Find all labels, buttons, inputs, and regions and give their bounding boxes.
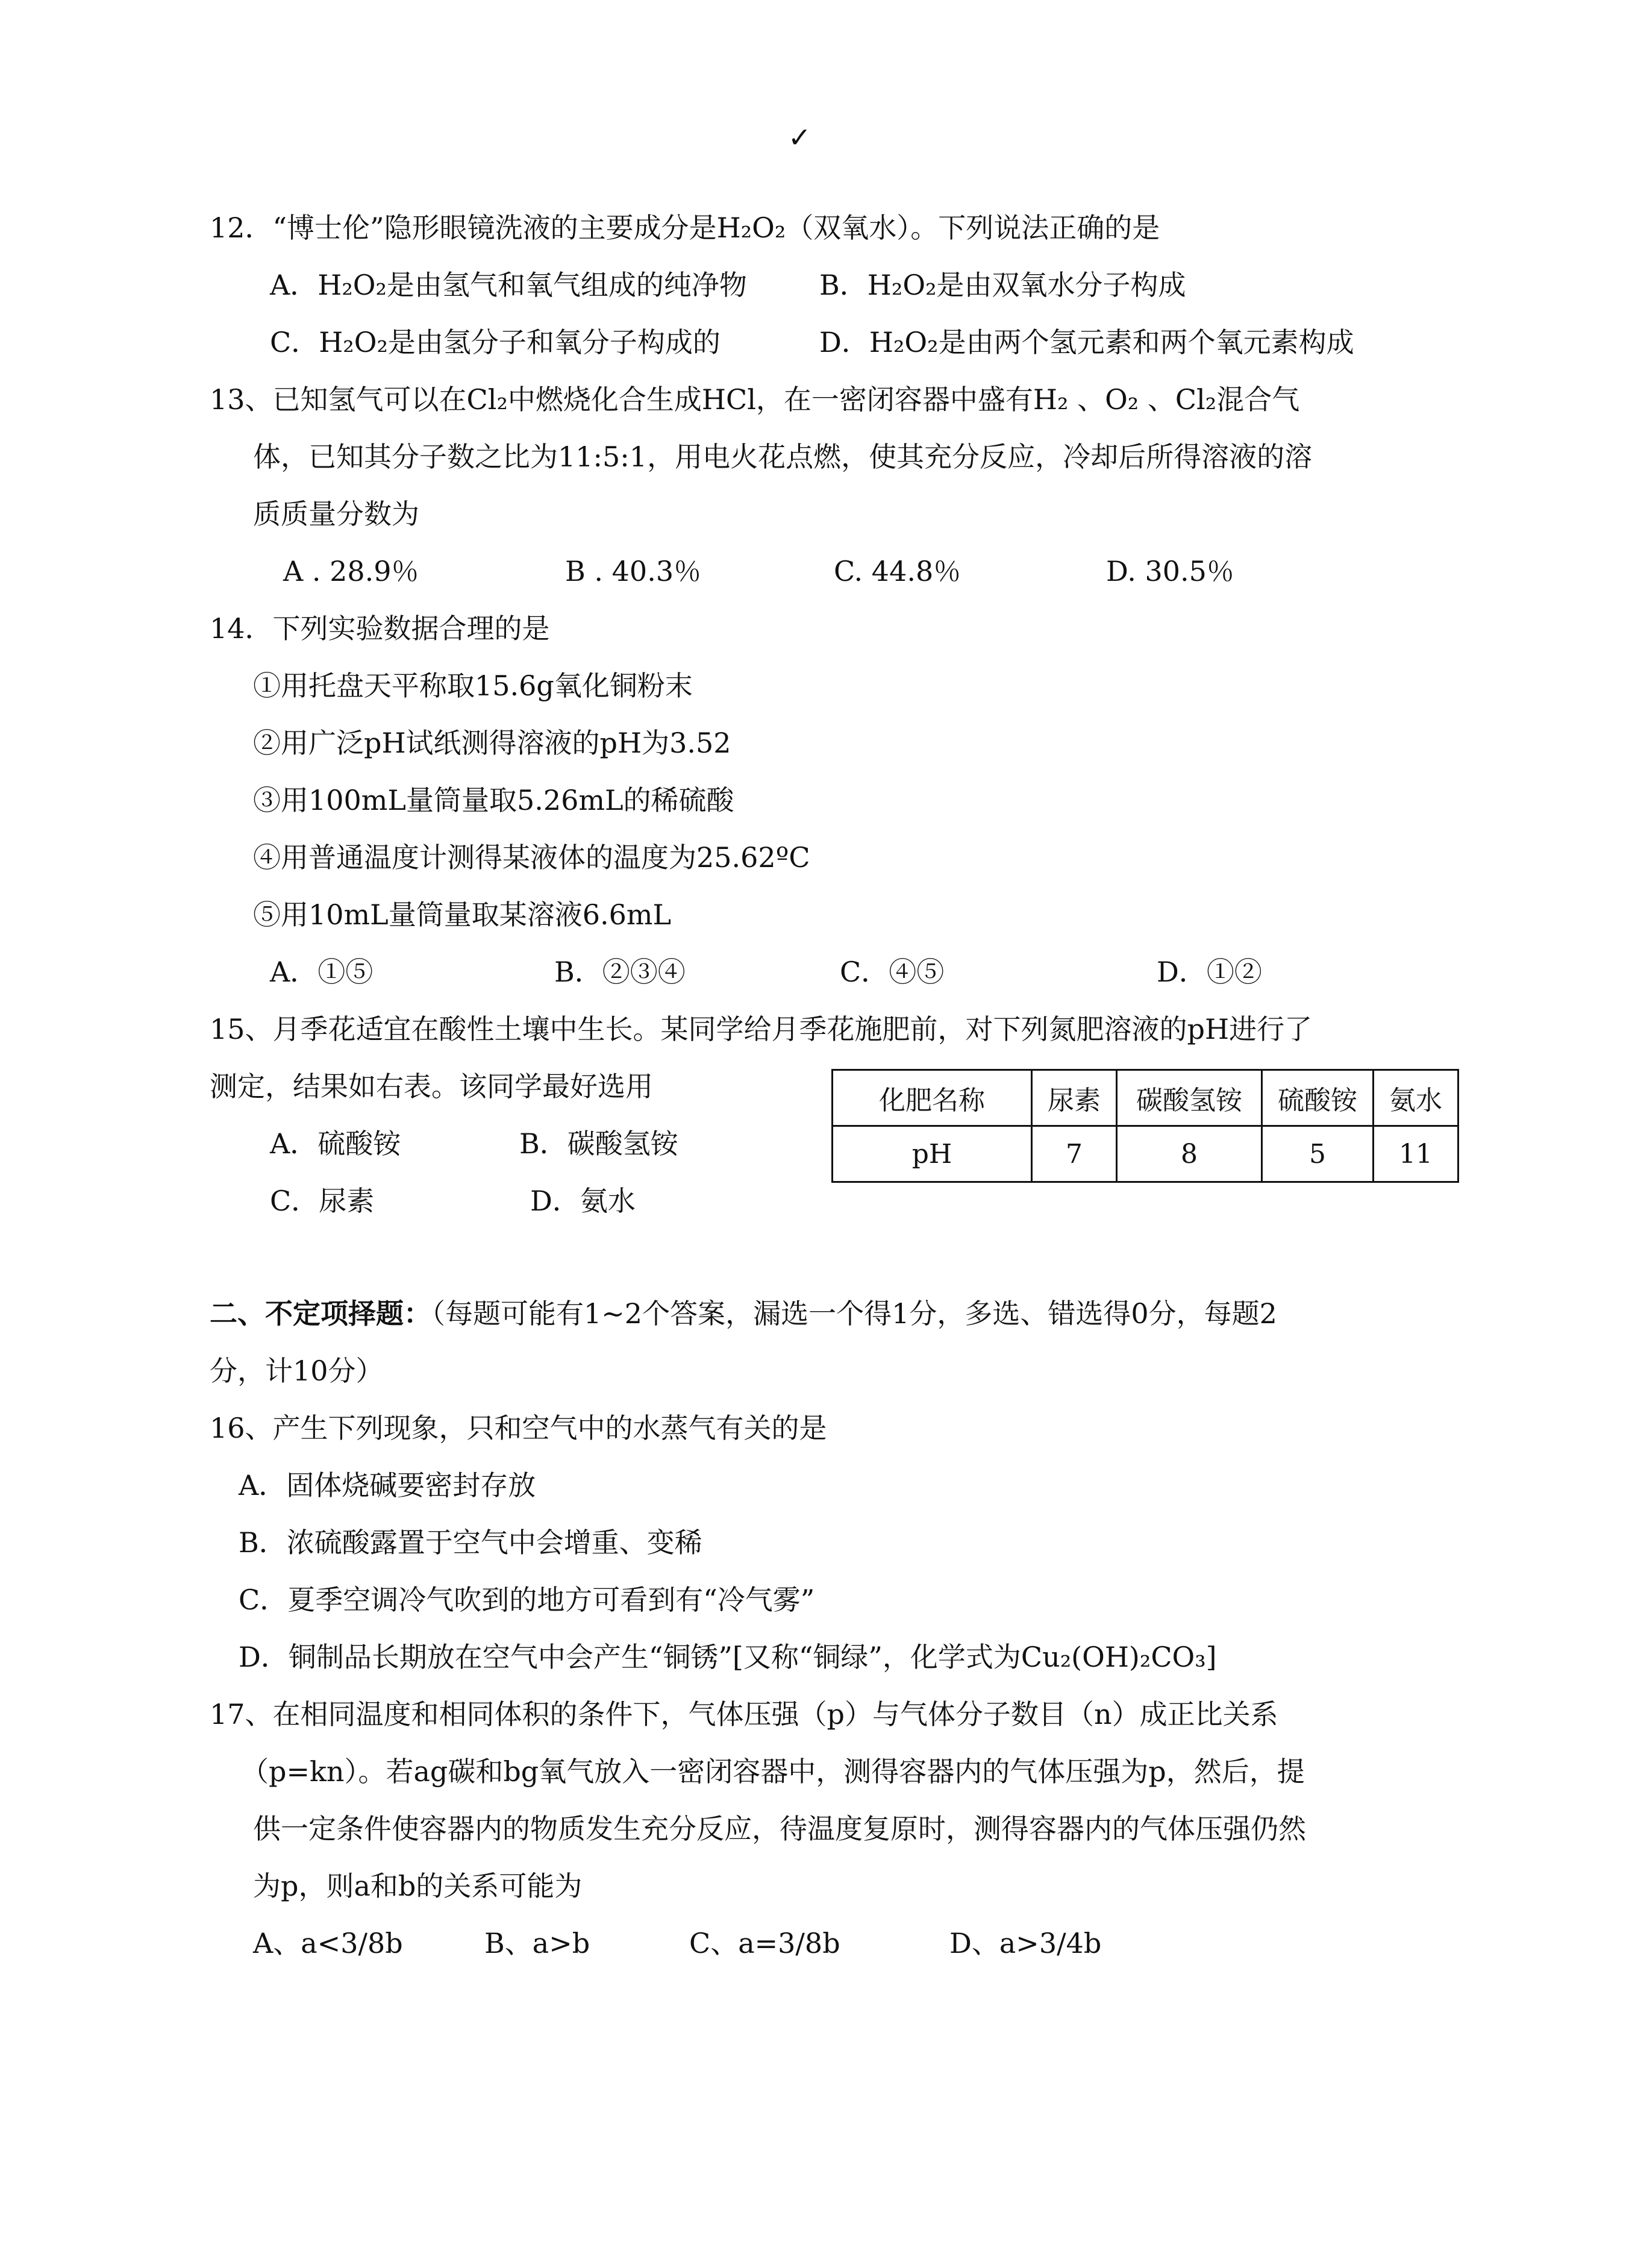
q17-line-3: 供一定条件使容器内的物质发生充分反应，待温度复原时，测得容器内的气体压强仍然 bbox=[253, 1812, 1306, 1845]
fertilizer-ph-table bbox=[831, 1069, 1459, 1183]
q15-line-1: 15、月季花适宜在酸性土壤中生长。某同学给月季花施肥前，对下列氮肥溶液的pH进行了 bbox=[210, 1013, 1313, 1045]
q14-item-5: ⑤用10mL量筒量取某溶液6.6mL bbox=[253, 898, 672, 931]
table-cell: 11 bbox=[1374, 1126, 1458, 1182]
section-2-heading bbox=[210, 1295, 1277, 1332]
q15-option-d: D．氨水 bbox=[530, 1185, 636, 1217]
q15-option-b: B．碳酸氢铵 bbox=[519, 1127, 678, 1160]
q17-line-1: 17、在相同温度和相同体积的条件下，气体压强（p）与气体分子数目（n）成正比关系 bbox=[210, 1698, 1278, 1731]
q17-line-4: 为p，则a和b的关系可能为 bbox=[253, 1870, 583, 1902]
q14-item-1: ①用托盘天平称取15.6g氧化铜粉末 bbox=[253, 669, 693, 702]
q14-option-b: B．②③④ bbox=[554, 956, 686, 988]
q14-option-c: C．④⑤ bbox=[840, 956, 945, 988]
q13-line-2: 体，已知其分子数之比为11:5:1，用电火花点燃，使其充分反应，冷却后所得溶液的溶 bbox=[253, 440, 1313, 473]
q14-item-4: ④用普通温度计测得某液体的温度为25.62ºC bbox=[253, 841, 810, 874]
q17-option-b: B、a>b bbox=[484, 1927, 590, 1959]
q17-option-d: D、a>3/4b bbox=[949, 1927, 1102, 1959]
q17-option-c: C、a=3/8b bbox=[689, 1927, 840, 1959]
q13-option-d: D. 30.5％ bbox=[1106, 555, 1234, 587]
q12-option-d: D．H₂O₂是由两个氢元素和两个氧元素构成 bbox=[819, 326, 1354, 359]
q14-option-d: D．①② bbox=[1157, 956, 1262, 988]
table-row bbox=[833, 1126, 1458, 1182]
q16-option-b: B．浓硫酸露置于空气中会增重、变稀 bbox=[239, 1526, 702, 1559]
table-cell: 碳酸氢铵 bbox=[1117, 1070, 1262, 1126]
q12-option-a: A．H₂O₂是由氢气和氧气组成的纯净物 bbox=[270, 269, 747, 301]
table-cell: 5 bbox=[1262, 1126, 1374, 1182]
q13-option-b: B . 40.3％ bbox=[565, 555, 702, 587]
q16-stem: 16、产生下列现象，只和空气中的水蒸气有关的是 bbox=[210, 1412, 827, 1444]
q16-option-d: D．铜制品长期放在空气中会产生“铜锈”[又称“铜绿”，化学式为Cu₂(OH)₂CO₃] bbox=[239, 1641, 1217, 1673]
q16-option-a: A．固体烧碱要密封存放 bbox=[239, 1469, 536, 1502]
q15-line-2: 测定，结果如右表。该同学最好选用 bbox=[210, 1070, 653, 1103]
q14-stem: 14．下列实验数据合理的是 bbox=[210, 612, 550, 645]
table-cell: 8 bbox=[1117, 1126, 1262, 1182]
check-mark: ✓ bbox=[788, 121, 811, 154]
q14-option-a: A．①⑤ bbox=[270, 956, 374, 988]
q16-option-c: C．夏季空调冷气吹到的地方可看到有“冷气雾” bbox=[239, 1584, 815, 1616]
q12-stem: 12．“博士伦”隐形眼镜洗液的主要成分是H₂O₂（双氧水）。下列说法正确的是 bbox=[210, 211, 1160, 244]
table-cell: 硫酸铵 bbox=[1262, 1070, 1374, 1126]
table-cell: pH bbox=[833, 1126, 1032, 1182]
q17-option-a: A、a<3/8b bbox=[253, 1927, 403, 1959]
section-2-desc: （每题可能有1~2个答案，漏选一个得1分，多选、错选得0分，每题2 bbox=[431, 1297, 1277, 1330]
q13-option-a: A . 28.9％ bbox=[283, 555, 419, 587]
section-2-desc-line-2: 分，计10分） bbox=[210, 1355, 384, 1387]
q14-item-2: ②用广泛pH试纸测得溶液的pH为3.52 bbox=[253, 727, 731, 759]
q14-item-3: ③用100mL量筒量取5.26mL的稀硫酸 bbox=[253, 784, 734, 816]
table-cell: 7 bbox=[1032, 1126, 1117, 1182]
q15-option-c: C．尿素 bbox=[270, 1185, 375, 1217]
q13-option-c: C. 44.8％ bbox=[834, 555, 961, 587]
q12-option-c: C．H₂O₂是由氢分子和氧分子构成的 bbox=[270, 326, 721, 359]
table-cell: 氨水 bbox=[1374, 1070, 1458, 1126]
q17-line-2: （p=kn）。若ag碳和bg氧气放入一密闭容器中，测得容器内的气体压强为p，然后，提 bbox=[241, 1755, 1305, 1788]
table-header-row bbox=[833, 1070, 1458, 1126]
q13-line-1: 13、已知氢气可以在Cl₂中燃烧化合生成HCl，在一密闭容器中盛有H₂ 、O₂ 、Cl₂混合气 bbox=[210, 383, 1300, 416]
q13-line-3: 质质量分数为 bbox=[253, 498, 419, 530]
table-cell: 化肥名称 bbox=[833, 1070, 1032, 1126]
table-cell: 尿素 bbox=[1032, 1070, 1117, 1126]
section-2-title: 二、不定项择题： bbox=[210, 1297, 431, 1330]
q12-option-b: B．H₂O₂是由双氧水分子构成 bbox=[819, 269, 1186, 301]
q15-option-a: A．硫酸铵 bbox=[270, 1127, 401, 1160]
